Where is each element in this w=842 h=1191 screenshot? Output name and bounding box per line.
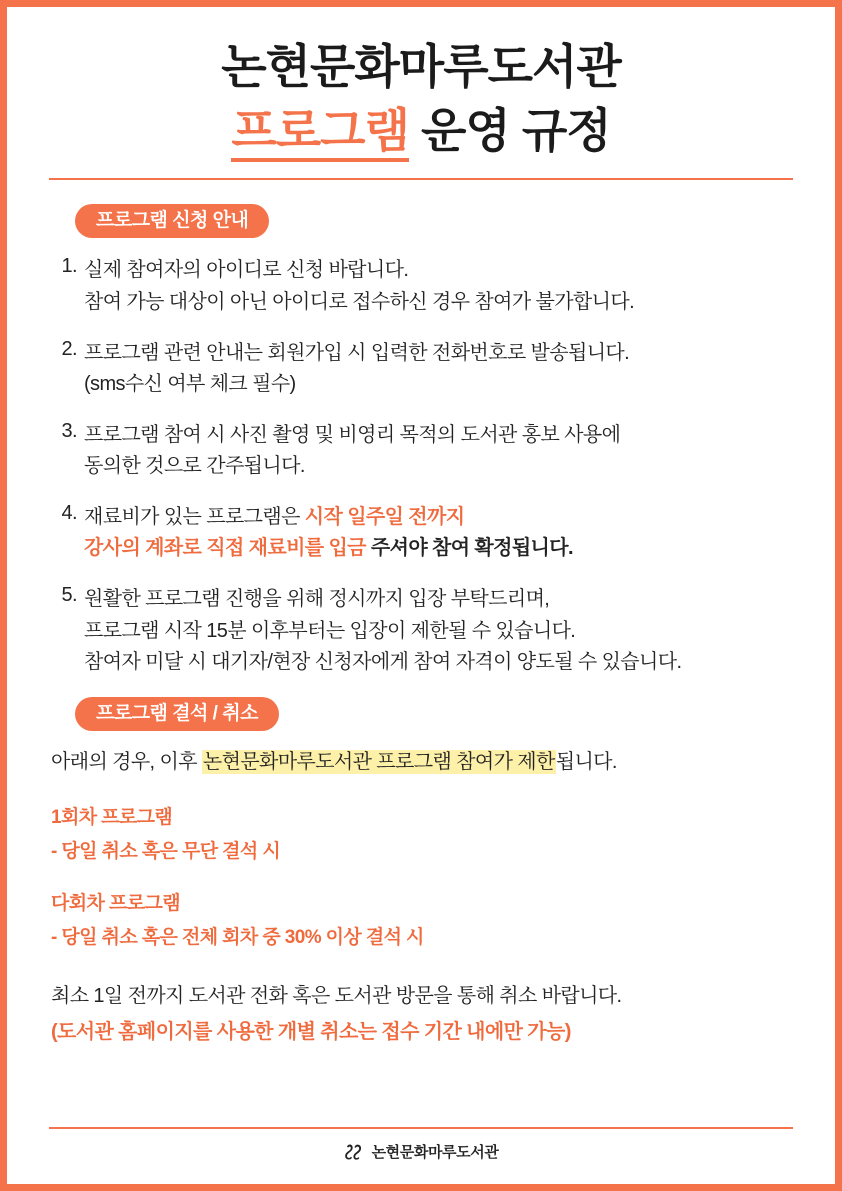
cancel-group-head: 다회차 프로그램 bbox=[51, 892, 180, 914]
list-item bbox=[49, 255, 793, 318]
list-item-line: (sms수신 여부 체크 필수) bbox=[84, 373, 296, 396]
section-cancel-pill: 프로그램 결석 / 취소 bbox=[75, 697, 279, 731]
footer-label: 논현문화마루도서관 bbox=[371, 1144, 499, 1161]
line-text-accent: 강사의 계좌로 직접 재료비를 입금 bbox=[84, 537, 366, 560]
title-rest-word: 운영 규정 bbox=[408, 104, 611, 158]
apply-list bbox=[49, 255, 793, 679]
header-divider bbox=[49, 178, 793, 180]
cancel-lead-text bbox=[51, 747, 793, 777]
footer bbox=[49, 1141, 793, 1174]
spacer bbox=[49, 1044, 793, 1127]
list-item-line bbox=[84, 502, 793, 534]
list-item-line: 원활한 프로그램 진행을 위해 정시까지 입장 부탁드리며, bbox=[84, 588, 550, 611]
list-item-body bbox=[84, 338, 793, 401]
title-accent-word: 프로그램 bbox=[231, 104, 409, 162]
list-item-line: 동의한 것으로 간주됩니다. bbox=[84, 455, 305, 478]
list-item-body bbox=[84, 502, 793, 565]
list-item-line: 프로그램 시작 15분 이후부터는 입장이 제한될 수 있습니다. bbox=[84, 619, 576, 642]
line-text-accent: 시작 일주일 전까지 bbox=[304, 505, 465, 528]
cancel-group-item: - 당일 취소 혹은 무단 결석 시 bbox=[51, 840, 281, 862]
title-line-1: 논현문화마루도서관 bbox=[221, 40, 621, 93]
section-apply-header bbox=[75, 204, 793, 238]
list-item bbox=[49, 502, 793, 565]
list-item bbox=[49, 420, 793, 483]
list-item bbox=[49, 584, 793, 679]
library-logo-icon bbox=[344, 1142, 364, 1162]
list-item-number: 5. bbox=[61, 584, 77, 607]
list-item-line bbox=[84, 533, 793, 565]
list-item-body bbox=[84, 255, 793, 318]
cancel-lead-highlight: 논현문화마루도서관 프로그램 참여가 제한 bbox=[202, 750, 555, 773]
cancel-lead-post: 됩니다. bbox=[555, 750, 617, 773]
list-item-body bbox=[84, 584, 793, 679]
cancel-note: 최소 1일 전까지 도서관 전화 혹은 도서관 방문을 통해 취소 바랍니다. bbox=[51, 984, 622, 1007]
section-cancel-header bbox=[75, 697, 793, 731]
list-item-number: 2. bbox=[61, 337, 77, 360]
list-item-line: 실제 참여자의 아이디로 신청 바랍니다. bbox=[84, 259, 409, 282]
list-item-line: 프로그램 참여 시 사진 촬영 및 비영리 목적의 도서관 홍보 사용에 bbox=[84, 423, 621, 446]
list-item-number: 3. bbox=[61, 419, 77, 442]
poster-inner bbox=[7, 7, 835, 1184]
page-title bbox=[49, 31, 793, 161]
list-item-number: 4. bbox=[61, 501, 77, 524]
section-cancel bbox=[49, 697, 793, 1044]
footer-divider bbox=[49, 1127, 793, 1129]
list-item-line: 참여 가능 대상이 아닌 아이디로 접수하신 경우 참여가 불가합니다. bbox=[84, 290, 635, 313]
cancel-note-strong: (도서관 홈페이지를 사용한 개별 취소는 접수 기간 내에만 가능) bbox=[51, 1020, 571, 1043]
list-item-line: 프로그램 관련 안내는 회원가입 시 입력한 전화번호로 발송됩니다. bbox=[84, 341, 630, 364]
title-line-2 bbox=[49, 101, 793, 161]
list-item-line: 참여자 미달 시 대기자/현장 신청자에게 참여 자격이 양도될 수 있습니다. bbox=[84, 651, 682, 674]
cancel-lead-pre: 아래의 경우, 이후 bbox=[51, 750, 202, 773]
line-text-plain: 재료비가 있는 프로그램은 bbox=[84, 505, 305, 528]
cancel-group-item: - 당일 취소 혹은 전체 회차 중 30% 이상 결석 시 bbox=[51, 926, 424, 948]
list-item-number: 1. bbox=[61, 255, 77, 278]
line-text-plain: 주셔야 참여 확정됩니다. bbox=[365, 537, 573, 560]
list-item bbox=[49, 338, 793, 401]
list-item-body bbox=[84, 420, 793, 483]
section-apply-pill: 프로그램 신청 안내 bbox=[75, 204, 269, 238]
cancel-group-head: 1회차 프로그램 bbox=[51, 806, 173, 828]
